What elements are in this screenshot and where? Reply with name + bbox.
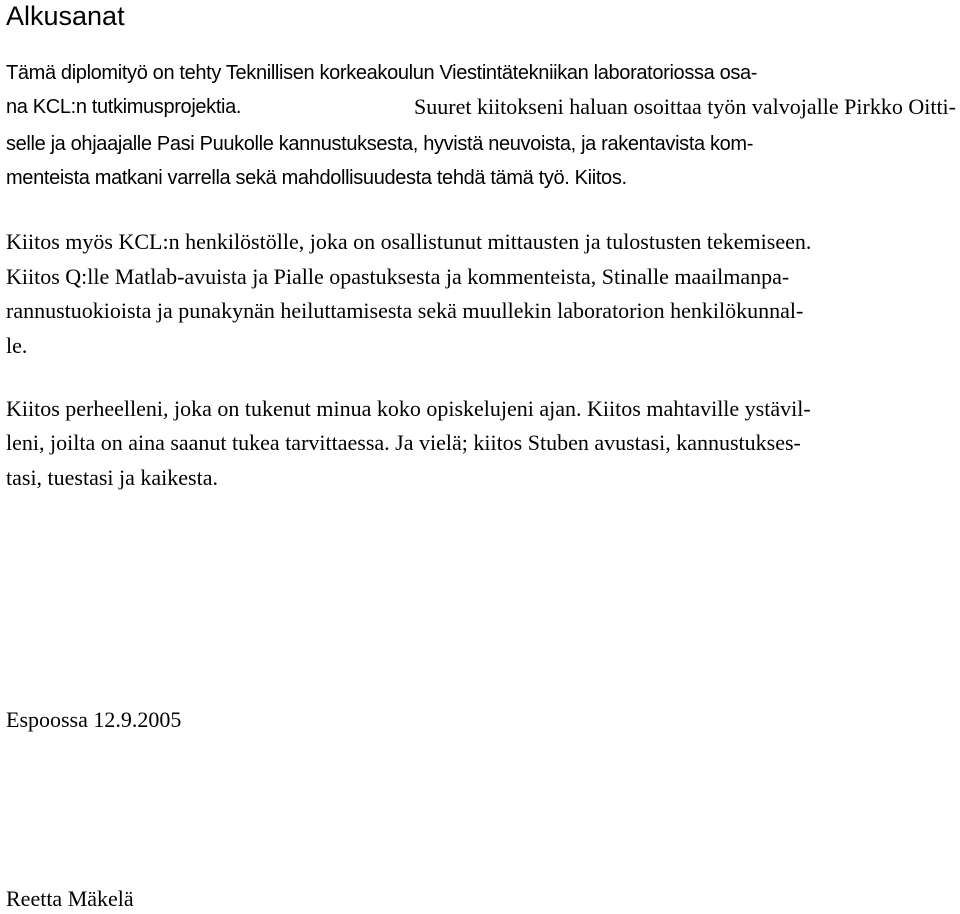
paragraph-line: le.: [6, 333, 28, 358]
paragraph-line: Kiitos perheelleni, joka on tukenut minua koko opiskelujeni ajan. Kiitos mahtaville ystävil-: [6, 396, 811, 421]
paragraph-line: rannustuokioista ja punakynän heiluttamisesta sekä muullekin laboratorion henkilökunnal-: [6, 298, 804, 323]
paragraph-line-segment: Suuret kiitokseni haluan osoittaa työn valvojalle Pirkko Oitti-: [414, 94, 956, 119]
paragraph-line: tasi, tuestasi ja kaikesta.: [6, 465, 218, 490]
page-title: Alkusanat: [6, 1, 125, 31]
paragraph-line: leni, joilta on aina saanut tukea tarvittaessa. Ja vielä; kiitos Stuben avustasi, kannustukses-: [6, 430, 801, 455]
paragraph-line: Kiitos myös KCL:n henkilöstölle, joka on osallistunut mittausten ja tulostusten tekemiseen.: [6, 229, 812, 254]
paragraph-line: Kiitos Q:lle Matlab-avuista ja Pialle opastuksesta ja kommenteista, Stinalle maailmanpa-: [6, 264, 790, 289]
place-date: Espoossa 12.9.2005: [6, 707, 182, 732]
paragraph-line-segment: na KCL:n tutkimusprojektia.: [6, 96, 242, 118]
paragraph-line: [6, 92, 956, 122]
paragraph-line: Tämä diplomityö on tehty Teknillisen korkeakoulun Viestintätekniikan laboratoriossa osa-: [6, 62, 758, 84]
paragraph-line: menteista matkani varrella sekä mahdollisuudesta tehdä tämä työ. Kiitos.: [6, 167, 627, 189]
paragraph-line: selle ja ohjaajalle Pasi Puukolle kannustuksesta, hyvistä neuvoista, ja rakentavista kom-: [6, 133, 754, 155]
author-name: Reetta Mäkelä: [6, 886, 134, 911]
